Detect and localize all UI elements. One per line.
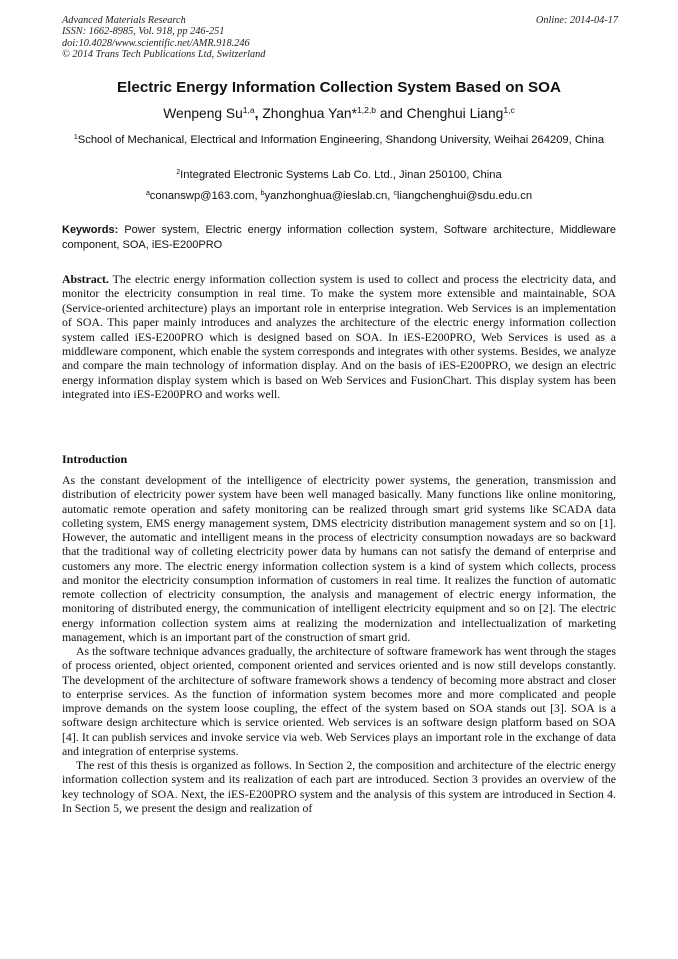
issn-line: ISSN: 1662-8985, Vol. 918, pp 246-251	[62, 26, 225, 38]
journal-name: Advanced Materials Research	[62, 15, 186, 26]
abstract-text: The electric energy information collection system is used to collect and process the electricity data, and monitor the electricity consumption in real time. To make the system more extensible and maintainable, SOA (Service-oriented architecture) plays an important role in enterprise integration. Web Services is an implementation of SOA. This paper mainly introduces and analyzes the architecture of the electric energy information collection system called iES-E200PRO which is designed based on SOA. In iES-E200PRO, Web Services is used as a middleware component, which enable the system corresponds and integrates with other systems. Besides, we analyze and compare the main technology of information display. And on the basis of iES-E200PRO, we design an electric energy information display system which is based on Web Services and FusionChart. This display system has been integrated into iES-E200PRO and works well.	[62, 272, 616, 402]
email: liangchenghui@sdu.edu.cn	[396, 190, 533, 202]
email: conanswp@163.com,	[149, 190, 261, 202]
email-superscript: a	[145, 189, 150, 197]
author-superscript: 1,a	[242, 104, 255, 115]
email: yanzhonghua@ieslab.cn,	[264, 190, 394, 202]
online-date: Online: 2014-04-17	[535, 15, 618, 26]
copyright-line: © 2014 Trans Tech Publications Ltd, Switzerland	[62, 49, 266, 61]
keywords-section	[62, 223, 616, 252]
keywords-label: Keywords:	[62, 224, 119, 236]
author-name: Zhonghua Yan*	[262, 106, 357, 121]
author-name: Wenpeng Su	[163, 106, 243, 121]
email-superscript: b	[260, 189, 265, 197]
author-superscript: 1,2,b	[356, 104, 376, 115]
author-separator: ,	[254, 106, 263, 121]
affiliation-text: Integrated Electronic Systems Lab Co. Ltd., Jinan 250100, China	[180, 169, 502, 181]
author-list	[40, 105, 638, 122]
author-separator: and	[375, 106, 407, 121]
affiliation	[62, 133, 616, 147]
affiliation-superscript: 1	[73, 133, 78, 141]
affiliation-superscript: 2	[176, 168, 181, 176]
paper-title: Electric Energy Information Collection System Based on SOA	[117, 79, 561, 96]
introduction-body	[62, 473, 616, 815]
journal-header	[62, 15, 618, 61]
doi-line: doi:10.4028/www.scientific.net/AMR.918.246	[62, 37, 250, 49]
author-emails	[62, 189, 616, 203]
author-name: Chenghui Liang	[406, 106, 504, 121]
paragraph: As the constant development of the intelligence of electricity power systems, the generation, transmission and distribution of electricity power system have been well managed basically. Many functions like online monitoring, automatic remote operation and safety monitoring can be realized through smart grid systems like SCADA data colleting system, EMS energy management system, DMS electricity distribution management system and so on [1]. However, the automatic and intelligent means in the process of electricity consumption nowadays are so backward that the traditional way of colleting electricity power data by humans can not satisfy the demand of enterprise and customers any more. The electric energy information collection system is a kind of system which collects, process and monitor the electricity consumption information of customers in real time. It realizes the function of automatic remote collection of electricity consumption, the analysis and management of electric energy information, the monitoring of distributed energy, the communication of intelligent electricity equipment and so on [2]. The electric energy information collection system aims at realizing the modernization and intellectualization of marketing management, which is an important part of the construction of smart grid.	[62, 473, 616, 644]
author-superscript: 1,c	[503, 104, 515, 115]
affiliation	[62, 168, 616, 182]
email-superscript: c	[393, 189, 397, 197]
paragraph: As the software technique advances gradually, the architecture of software framework has went through the stages of process oriented, object oriented, component oriented and services oriented and is now still develops constantly. The development of the architecture of software framework shows a tendency of becoming more abstract and closer to enterprise services. As the function of information system becomes more and more complicated and people improve demands on the system loose coupling, the effect of the system based on SOA stands out [3]. SOA is a software design architecture which is service oriented. Web services is an software design platform based on SOA [4]. It can publish services and invoke service via web. Web Services plays an important role in the exchange of data and integration of enterprise systems.	[62, 644, 616, 758]
abstract-section	[62, 272, 616, 402]
section-heading-introduction: Introduction	[62, 452, 128, 466]
paragraph: The rest of this thesis is organized as follows. In Section 2, the composition and architecture of the electric energy information collection system and its realization of each part are introduced. Section 3 provides an overview of the key technology of SOA. Next, the iES-E200PRO system and the analysis of this system are introduced in Section 4. In Section 5, we present the design and realization of	[62, 758, 616, 815]
affiliation-text: School of Mechanical, Electrical and Information Engineering, Shandong University, Weihai 264209, China	[77, 134, 605, 146]
keywords-text: Power system, Electric energy information collection system, Software architecture, Middleware component, SOA, iES-E200PRO	[62, 224, 616, 251]
abstract-label: Abstract.	[62, 272, 109, 286]
